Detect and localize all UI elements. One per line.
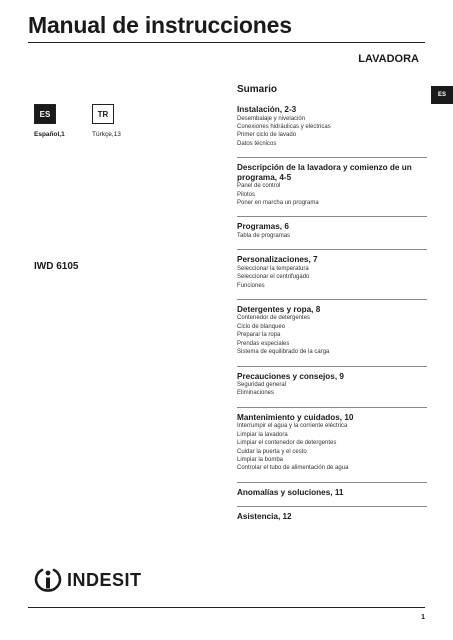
toc-subitem[interactable]: Seleccionar la temperatura: [237, 265, 309, 272]
toc-subitem[interactable]: Interrumpir el agua y la corriente eléctrica: [237, 423, 348, 430]
toc-section-title[interactable]: Asistencia, 12: [237, 512, 292, 522]
brand-name: INDESIT: [67, 569, 142, 590]
language-code-box: TR: [92, 104, 114, 124]
table-of-contents: [237, 84, 427, 531]
toc-section-title[interactable]: Descripción de la lavadora y comienzo de un programa, 4-5: [237, 163, 412, 182]
toc-subitem[interactable]: Funciones: [237, 282, 265, 289]
toc-divider: [237, 157, 427, 158]
language-option-es[interactable]: [34, 104, 65, 138]
language-code-box: ES: [34, 104, 56, 124]
toc-divider: [237, 366, 427, 367]
toc-divider: [237, 299, 427, 300]
toc-subitem[interactable]: Panel de control: [237, 183, 281, 190]
toc-subitem[interactable]: Datos técnicos: [237, 140, 277, 147]
toc-divider: [237, 482, 427, 483]
toc-subitem[interactable]: Sistema de equilibrado de la carga: [237, 349, 330, 356]
toc-subitem[interactable]: Pilotos: [237, 191, 256, 198]
toc-divider: [237, 216, 427, 217]
brand-logo: [33, 566, 142, 594]
toc-section-title[interactable]: Instalación, 2-3: [237, 105, 297, 114]
toc-section: [237, 157, 427, 207]
language-label: Türkçe,13: [92, 131, 121, 138]
toc-divider: [237, 407, 427, 408]
toc-section: [237, 482, 427, 498]
toc-subitem[interactable]: Poner en marcha un programa: [237, 199, 319, 206]
page-number: 1: [421, 614, 425, 621]
toc-subitem[interactable]: Seleccionar el centrifugado: [237, 274, 310, 281]
toc-subitem[interactable]: Limpiar el contenedor de detergentes: [237, 440, 337, 447]
model-number: IWD 6105: [34, 261, 79, 272]
toc-section-title[interactable]: Programas, 6: [237, 222, 289, 232]
indesit-logo-icon: [33, 566, 63, 594]
toc-subitem[interactable]: Limpiar la bomba: [237, 456, 284, 463]
toc-subitem[interactable]: Preparar la ropa: [237, 332, 281, 339]
toc-section: [237, 216, 427, 240]
toc-subitem[interactable]: Contenedor de detergentes: [237, 315, 311, 322]
language-option-tr[interactable]: [92, 104, 121, 138]
toc-subitem[interactable]: Primer ciclo de lavado: [237, 132, 297, 139]
toc-section-title[interactable]: Mantenimiento y cuidados, 10: [237, 412, 354, 422]
toc-divider: [237, 249, 427, 250]
toc-subitem[interactable]: Limpiar la lavadora: [237, 431, 288, 438]
toc-section-title[interactable]: Detergentes y ropa, 8: [237, 304, 321, 314]
toc-sections: [237, 105, 427, 522]
toc-section: [237, 249, 427, 290]
toc-subitem[interactable]: Tabla de programas: [237, 232, 291, 239]
toc-section-title[interactable]: Personalizaciones, 7: [237, 255, 318, 265]
toc-section: [237, 506, 427, 522]
toc-section: [237, 105, 427, 148]
toc-section: [237, 407, 427, 473]
toc-subitem[interactable]: Eliminaciones: [237, 390, 275, 397]
toc-subitem[interactable]: Prendas especiales: [237, 340, 290, 347]
toc-heading: Sumario: [237, 84, 278, 95]
toc-subitem[interactable]: Seguridad general: [237, 382, 287, 388]
toc-section: [237, 299, 427, 357]
toc-subitem[interactable]: Ciclo de blanqueo: [237, 323, 286, 330]
toc-subitem[interactable]: Controlar el tubo de alimentación de agua: [237, 465, 349, 472]
language-side-tab: ES: [431, 86, 453, 104]
toc-subitem[interactable]: Cuidar la puerta y el cesto: [237, 448, 307, 455]
manual-title: Manual de instrucciones: [28, 12, 292, 38]
toc-divider: [237, 506, 427, 507]
top-rule: [28, 42, 425, 43]
language-label: Español,1: [34, 131, 65, 138]
bottom-rule: [28, 607, 425, 608]
product-type: LAVADORA: [358, 53, 419, 65]
toc-section-title[interactable]: Precauciones y consejos, 9: [237, 371, 344, 381]
toc-section: [237, 366, 427, 398]
toc-subitem[interactable]: Conexiones hidráulicas y eléctricas: [237, 123, 331, 130]
toc-subitem[interactable]: Desembalaje y nivelación: [237, 115, 306, 122]
toc-section-title[interactable]: Anomalías y soluciones, 11: [237, 487, 344, 497]
